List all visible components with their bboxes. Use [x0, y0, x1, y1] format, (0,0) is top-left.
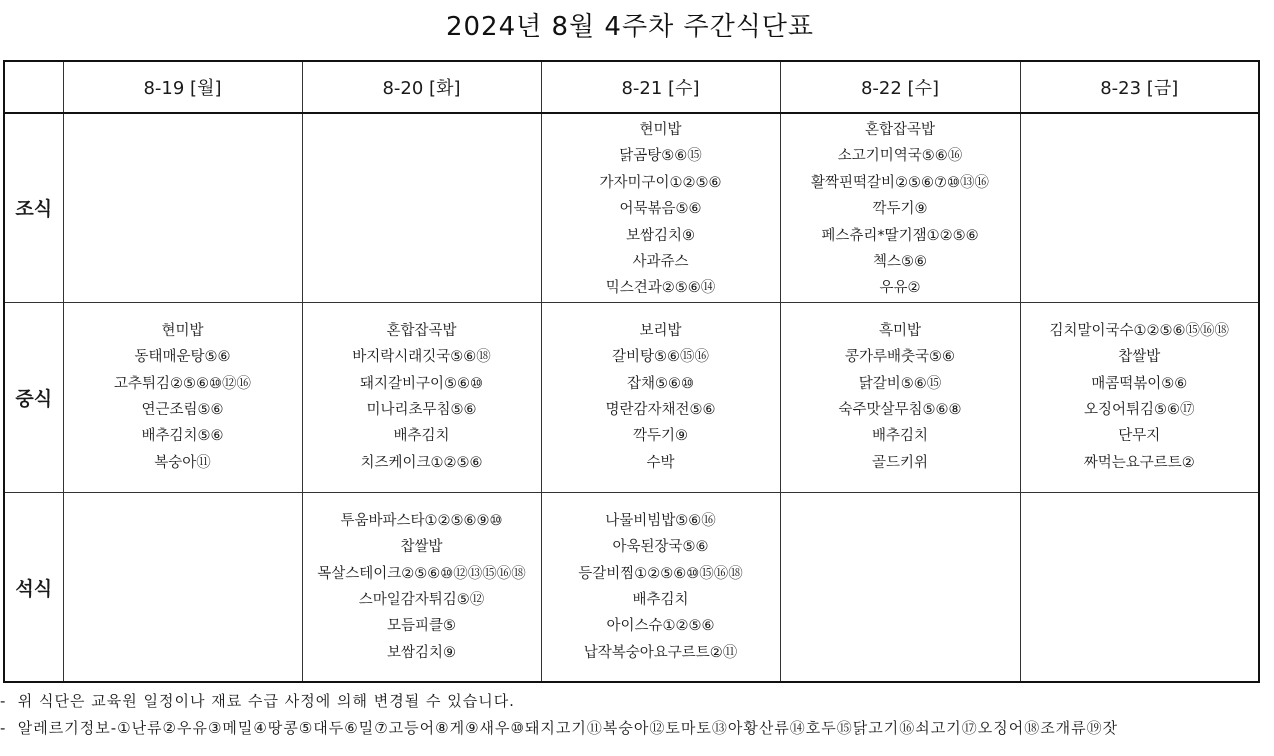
menu-cell	[63, 302, 302, 492]
menu-item: 납작복숭아요구르트②⑪	[583, 644, 738, 661]
menu-item: 아욱된장국⑤⑥	[612, 539, 709, 556]
day-header: 8-19 [월]	[63, 61, 302, 113]
menu-item: 찹쌀밥	[1118, 349, 1161, 366]
note-bullet: -	[0, 719, 7, 737]
note-allergy-info	[0, 715, 1274, 742]
menu-item: 골드키위	[871, 454, 929, 471]
header-row	[4, 61, 1259, 113]
menu-item: 등갈비찜①②⑤⑥⑩⑮⑯⑱	[578, 565, 743, 582]
menu-item: 아이스슈①②⑤⑥	[606, 618, 715, 635]
menu-item: 우유②	[879, 280, 921, 297]
menu-item: 투움바파스타①②⑤⑥⑨⑩	[340, 512, 503, 529]
meal-row-breakfast	[4, 113, 1259, 302]
menu-cell	[302, 113, 541, 302]
menu-item: 배추김치	[871, 428, 929, 445]
menu-item: 혼합잡곡밥	[386, 322, 457, 339]
note-text: 위 식단은 교육원 일정이나 재료 수급 사정에 의해 변경될 수 있습니다.	[17, 692, 515, 710]
menu-item: 짜먹는요구르트②	[1083, 454, 1195, 471]
day-header: 8-22 [수]	[780, 61, 1020, 113]
meal-label: 중식	[4, 302, 63, 492]
menu-item: 깍두기⑨	[872, 201, 928, 218]
menu-item: 사과쥬스	[632, 254, 689, 271]
menu-item: 스마일감자튀김⑤⑫	[358, 592, 485, 609]
menu-item: 돼지갈비구이⑤⑥⑩	[359, 375, 484, 392]
meal-row-lunch	[4, 302, 1259, 492]
menu-item: 수박	[646, 454, 675, 471]
menu-item: 활짝핀떡갈비②⑤⑥⑦⑩⑬⑯	[810, 174, 990, 191]
note-text: 알레르기정보-①난류②우유③메밀④땅콩⑤대두⑥밀⑦고등어⑧게⑨새우⑩돼지고기⑪복숭아⑫토마토⑬아황산류⑭호두⑮닭고기⑯쇠고기⑰오징어⑱조개류⑲잣	[17, 719, 1119, 737]
page-title: 2024년 8월 4주차 주간식단표	[445, 12, 815, 42]
note-change-notice	[0, 688, 1274, 715]
menu-cell	[1020, 113, 1259, 302]
menu-item: 고추튀김②⑤⑥⑩⑫⑯	[113, 375, 252, 392]
menu-item: 현미밥	[639, 122, 682, 138]
menu-item: 동태매운탕⑤⑥	[134, 349, 231, 366]
weekly-menu-table	[3, 60, 1260, 683]
day-header: 8-23 [금]	[1020, 61, 1259, 113]
note-bullet: -	[0, 692, 7, 710]
menu-item: 찹쌀밥	[400, 539, 443, 556]
menu-item: 보쌈김치⑨	[386, 644, 457, 661]
menu-item: 김치말이국수①②⑤⑥⑮⑯⑱	[1049, 322, 1230, 339]
menu-item: 배추김치	[393, 428, 450, 445]
menu-item: 보리밥	[639, 322, 682, 339]
menu-item: 닭곰탕⑤⑥⑮	[619, 148, 702, 165]
menu-item: 갈비탕⑤⑥⑮⑯	[611, 349, 710, 366]
menu-item: 현미밥	[161, 322, 204, 339]
day-header: 8-21 [수]	[541, 61, 780, 113]
menu-cell	[780, 113, 1020, 302]
menu-item: 닭갈비⑤⑥⑮	[858, 375, 942, 392]
menu-item: 첵스⑤⑥	[872, 254, 927, 271]
menu-cell	[541, 113, 780, 302]
menu-item: 배추김치	[632, 592, 689, 609]
menu-cell	[541, 302, 780, 492]
menu-item: 잡채⑤⑥⑩	[626, 375, 694, 392]
menu-item: 믹스견과②⑤⑥⑭	[605, 280, 716, 297]
corner-cell	[4, 61, 63, 113]
menu-item: 미나리초무침⑤⑥	[366, 402, 477, 419]
menu-item: 어묵볶음⑤⑥	[619, 201, 702, 218]
menu-cell	[780, 492, 1020, 682]
menu-cell	[63, 492, 302, 682]
menu-cell	[1020, 302, 1259, 492]
menu-item: 가자미구이①②⑤⑥	[599, 174, 722, 191]
menu-item: 숙주맛살무침⑤⑥⑧	[838, 402, 962, 419]
menu-item: 명란감자채전⑤⑥	[605, 402, 716, 419]
menu-item: 깍두기⑨	[632, 428, 689, 445]
menu-cell	[1020, 492, 1259, 682]
menu-item: 콩가루배춧국⑤⑥	[844, 349, 956, 366]
menu-item: 보쌈김치⑨	[625, 227, 696, 244]
menu-item: 연근조림⑤⑥	[141, 402, 224, 419]
menu-item: 바지락시래깃국⑤⑥⑱	[352, 349, 491, 366]
menu-cell	[302, 492, 541, 682]
menu-item: 단무지	[1118, 428, 1161, 445]
menu-item: 소고기미역국⑤⑥⑯	[837, 148, 963, 165]
meal-label: 석식	[4, 492, 63, 682]
menu-cell	[541, 492, 780, 682]
menu-item: 치즈케이크①②⑤⑥	[360, 454, 483, 471]
menu-item: 모듬피클⑤	[386, 618, 457, 635]
menu-item: 혼합잡곡밥	[864, 122, 936, 138]
menu-item: 배추김치⑤⑥	[141, 428, 224, 445]
menu-cell	[780, 302, 1020, 492]
menu-item: 오징어튀김⑤⑥⑰	[1083, 402, 1195, 419]
menu-item: 흑미밥	[878, 322, 922, 339]
menu-item: 목살스테이크②⑤⑥⑩⑫⑬⑮⑯⑱	[317, 565, 526, 582]
meal-label: 조식	[4, 113, 63, 302]
menu-item: 나물비빔밥⑤⑥⑯	[605, 512, 716, 529]
meal-row-dinner	[4, 492, 1259, 682]
footnotes	[0, 688, 1274, 742]
menu-item: 페스츄리*딸기잼①②⑤⑥	[821, 227, 979, 244]
menu-item: 매콤떡볶이⑤⑥	[1091, 375, 1188, 392]
menu-cell	[63, 113, 302, 302]
menu-cell	[302, 302, 541, 492]
menu-item: 복숭아⑪	[154, 454, 211, 471]
day-header: 8-20 [화]	[302, 61, 541, 113]
